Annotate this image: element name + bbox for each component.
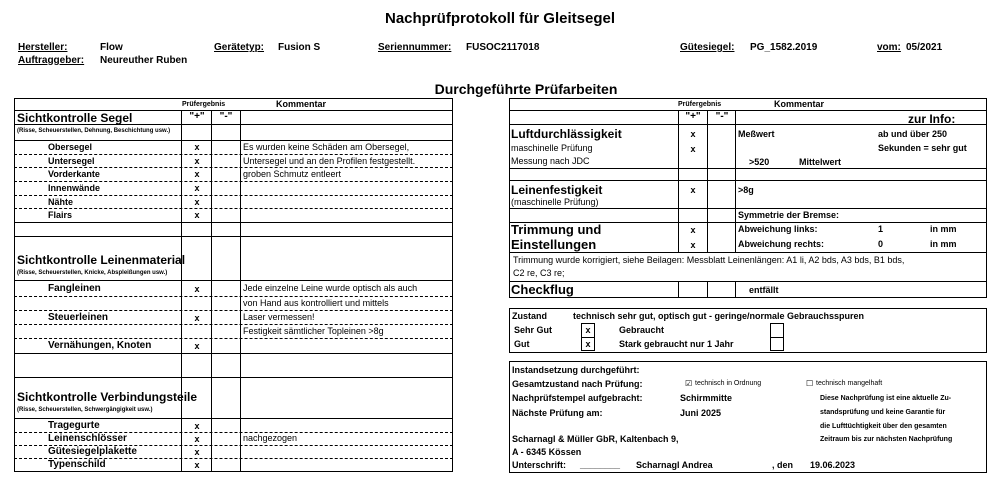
naechste-pruefung-value: Juni 2025: [680, 408, 722, 418]
right-plus-header: "+": [685, 111, 701, 122]
guetesiegel-value: PG_1582.2019: [750, 42, 818, 53]
verbindung-title: Sichtkontrolle Verbindungsteile: [17, 390, 198, 404]
stempel-label: Nachprüfstempel aufgebracht:: [512, 393, 643, 403]
luft-mark: x: [690, 129, 696, 139]
trim-note-2: C2 re, C3 re;: [513, 268, 565, 278]
disclaimer-line-3: die Lufttüchtigkeit über den gesamten: [820, 423, 947, 430]
segel-row-mark: x: [194, 210, 200, 220]
leinen-row-comment: Laser vermessen!: [243, 312, 315, 322]
naechste-pruefung-label: Nächste Prüfung am:: [512, 408, 603, 418]
leinen-row-label: Steuerleinen: [48, 312, 109, 323]
ok-label: technisch in Ordnung: [695, 380, 762, 387]
segel-row-mark: x: [194, 142, 200, 152]
zustand-label: Zustand: [512, 311, 547, 321]
segel-row-mark: x: [194, 183, 200, 193]
verbindung-row-label: Typenschild: [48, 459, 106, 470]
trim-mark-1: x: [690, 225, 696, 235]
unterschrift-line: ________: [580, 460, 621, 470]
messwert-value: >520: [749, 157, 770, 167]
seriennummer-value: FUSOC2117018: [466, 42, 540, 53]
datum-value: 19.06.2023: [810, 460, 856, 470]
mangelhaft-label: technisch mangelhaft: [816, 380, 883, 387]
einstellungen-title: Einstellungen: [511, 237, 597, 252]
luft-mark-2: x: [690, 144, 696, 154]
abw-links-value: 1: [878, 224, 884, 234]
left-plus-header: "+": [189, 111, 205, 122]
abw-rechts-value: 0: [878, 239, 884, 249]
firma-line-1: Scharnagl & Müller GbR, Kaltenbach 9,: [512, 434, 679, 444]
firma-line-2: A - 6345 Kössen: [512, 447, 582, 457]
leinen-subtitle: (Risse, Scheuerstellen, Knicke, Abspleißungen usw.): [17, 270, 168, 276]
seriennummer-label: Seriennummer:: [378, 42, 452, 53]
geraetetyp-label: Gerätetyp:: [214, 42, 265, 53]
segel-row-mark: x: [194, 156, 200, 166]
zustand-description: technisch sehr gut, optisch gut - geringe/normale Gebrauchsspuren: [573, 311, 865, 321]
den-label: , den: [772, 460, 794, 470]
gut-label: Gut: [514, 339, 530, 349]
verbindung-row-comment: nachgezogen: [243, 433, 298, 443]
gut-mark: x: [585, 339, 591, 349]
right-pruefergebnis-header: Prüfergebnis: [678, 101, 722, 108]
unterschrift-label: Unterschrift:: [512, 460, 567, 470]
verbindung-row-mark: x: [194, 434, 200, 444]
leinen-row-comment: Festigkeit sämtlicher Topleinen >8g: [243, 326, 384, 336]
vom-label: vom:: [877, 42, 901, 53]
leinen-title: Sichtkontrolle Leinenmaterial: [17, 253, 186, 267]
sehr-gut-mark: x: [585, 325, 591, 335]
info-line-1: ab und über 250: [878, 129, 948, 139]
vom-value: 05/2021: [906, 42, 943, 53]
zur-info-label: zur Info:: [908, 112, 956, 126]
segel-row-label: Innenwände: [48, 183, 101, 193]
segel-row-mark: x: [194, 197, 200, 207]
right-minus-header: "-": [715, 111, 729, 122]
hersteller-label: Hersteller:: [18, 42, 68, 53]
left-kommentar-header: Kommentar: [276, 99, 327, 109]
leinenfest-sub: (maschinelle Prüfung): [511, 197, 599, 207]
leinenfest-mark: x: [690, 185, 696, 195]
symmetrie-label: Symmetrie der Bremse:: [738, 210, 840, 220]
verbindung-row-mark: x: [194, 421, 200, 431]
leinen-row-mark: x: [194, 341, 200, 351]
right-kommentar-header: Kommentar: [774, 99, 825, 109]
trimmung-title: Trimmung und: [511, 222, 602, 237]
luft-sub-2: Messung nach JDC: [511, 156, 590, 166]
abw-links-unit: in mm: [930, 224, 957, 234]
verbindung-row-label: Tragegurte: [48, 420, 100, 431]
trim-mark-2: x: [690, 240, 696, 250]
verbindung-row-mark: x: [194, 460, 200, 470]
checkflug-value: entfällt: [749, 285, 779, 295]
segel-title: Sichtkontrolle Segel: [17, 111, 133, 125]
hersteller-value: Flow: [100, 42, 123, 53]
disclaimer-line-2: standsprüfung und keine Garantie für: [820, 409, 946, 416]
info-line-2: Sekunden = sehr gut: [878, 143, 967, 153]
verbindung-subtitle: (Risse, Scheuerstellen, Schwergängigkeit usw.): [17, 407, 153, 413]
segel-row-comment: Untersegel und an den Profilen festgestellt.: [243, 156, 416, 166]
segel-row-label: Untersegel: [48, 156, 95, 166]
luft-sub-1: maschinelle Prüfung: [511, 143, 593, 153]
luft-title: Luftdurchlässigkeit: [511, 127, 622, 141]
trim-note-1: Trimmung wurde korrigiert, siehe Beilagen: Messblatt Leinenlängen: A1 li, A2 bds, A3 bds, B1 bds,: [513, 255, 905, 265]
ok-checkbox[interactable]: ☑: [685, 379, 693, 388]
abw-rechts-label: Abweichung rechts:: [738, 239, 825, 249]
abw-rechts-unit: in mm: [930, 239, 957, 249]
leinenfest-title: Leinenfestigkeit: [511, 183, 603, 197]
segel-row-label: Obersegel: [48, 142, 93, 152]
segel-row-label: Flairs: [48, 210, 73, 220]
page-title: Nachprüfprotokoll für Gleitsegel: [384, 10, 616, 27]
abw-links-label: Abweichung links:: [738, 224, 818, 234]
verbindung-row-label: Leinenschlösser: [48, 433, 127, 444]
verbindung-row-label: Gütesiegelplakette: [48, 446, 137, 457]
checkflug-title: Checkflug: [511, 282, 574, 297]
guetesiegel-label: Gütesiegel:: [680, 42, 735, 53]
mittelwert-label: Mittelwert: [799, 157, 842, 167]
gesamtzustand-label: Gesamtzustand nach Prüfung:: [512, 379, 643, 389]
gebraucht-label: Gebraucht: [619, 325, 665, 335]
segel-row-comment: Es wurden keine Schäden am Obersegel,: [243, 142, 410, 152]
sehr-gut-label: Sehr Gut: [514, 325, 553, 335]
leinenfest-value: >8g: [738, 185, 754, 195]
unterschrift-name: Scharnagl Andrea: [636, 460, 713, 470]
leinen-row-mark: x: [194, 284, 200, 294]
messwert-label: Meßwert: [738, 129, 775, 139]
leinen-row-mark: x: [194, 313, 200, 323]
left-minus-header: "-": [219, 111, 233, 122]
left-pruefergebnis-header: Prüfergebnis: [182, 101, 226, 108]
verbindung-row-mark: x: [194, 447, 200, 457]
leinen-row-comment: Jede einzelne Leine wurde optisch als auch: [243, 283, 418, 293]
disclaimer-line-4: Zeitraum bis zur nächsten Nachprüfung: [820, 436, 953, 443]
section-title: Durchgeführte Prüfarbeiten: [434, 81, 618, 97]
leinen-row-label: Vernähungen, Knoten: [48, 340, 152, 351]
instand-line-1: Instandsetzung durchgeführt:: [512, 365, 640, 375]
segel-row-comment: groben Schmutz entleert: [243, 169, 342, 179]
auftraggeber-label: Auftraggeber:: [18, 55, 85, 66]
segel-row-mark: x: [194, 169, 200, 179]
stark-gebraucht-label: Stark gebraucht nur 1 Jahr: [619, 339, 734, 349]
leinen-row-comment: von Hand aus kontrolliert und mittels: [243, 298, 389, 308]
mangelhaft-checkbox[interactable]: ☐: [806, 379, 814, 388]
segel-row-label: Nähte: [48, 197, 74, 207]
segel-row-label: Vorderkante: [48, 169, 100, 179]
stempel-value: Schirmmitte: [680, 393, 733, 403]
auftraggeber-value: Neureuther Ruben: [100, 55, 188, 66]
geraetetyp-value: Fusion S: [278, 42, 321, 53]
leinen-row-label: Fangleinen: [48, 283, 101, 294]
disclaimer-line-1: Diese Nachprüfung ist eine aktuelle Zu-: [820, 395, 952, 402]
segel-subtitle: (Risse, Scheuerstellen, Dehnung, Beschichtung usw.): [17, 128, 171, 134]
